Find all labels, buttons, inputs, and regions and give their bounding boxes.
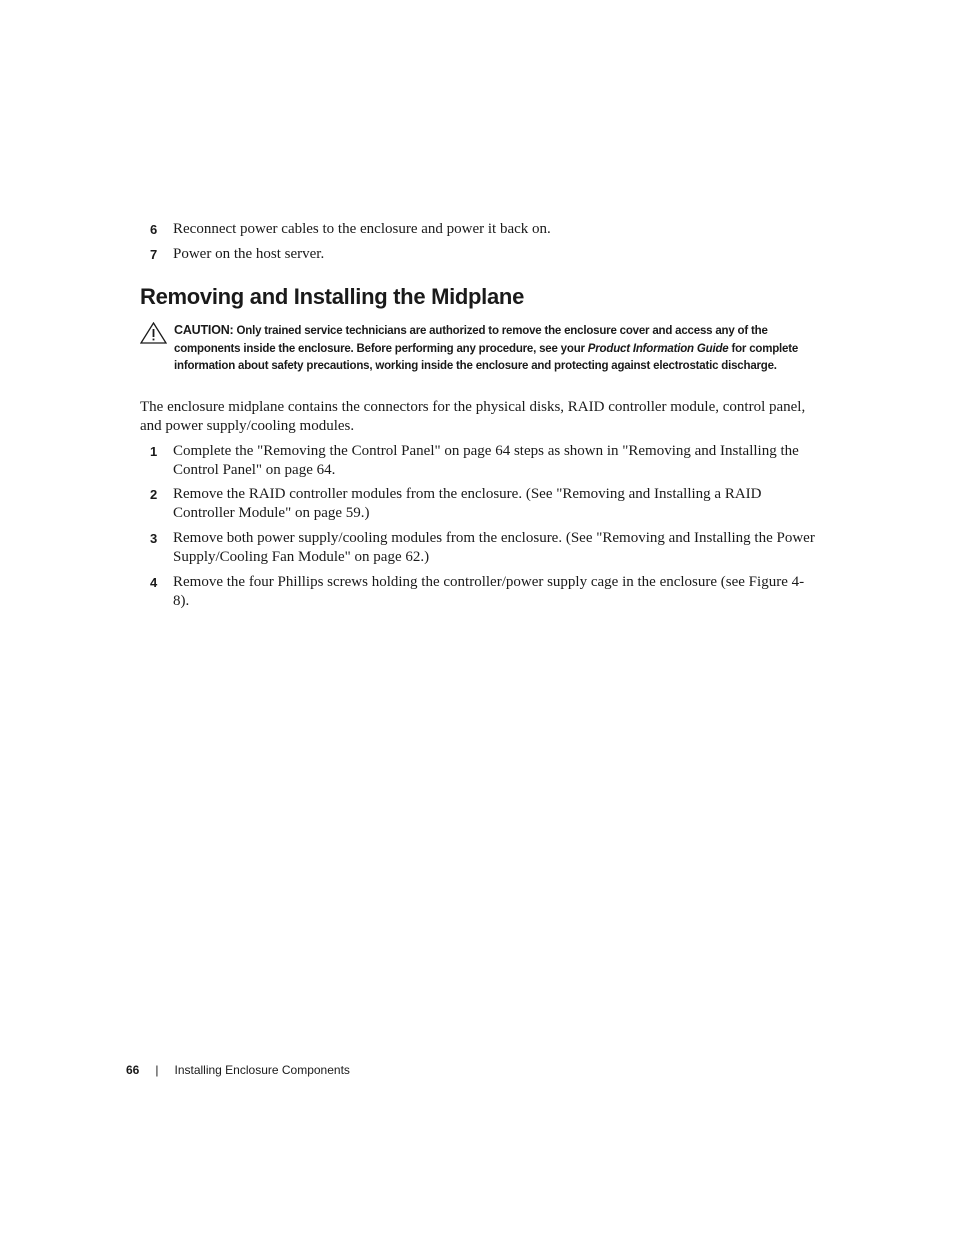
caution-text [174, 322, 820, 376]
step-2 [150, 485, 820, 523]
step-text: Power on the host server. [173, 246, 325, 262]
page-number: 66 [126, 1063, 140, 1077]
intro-paragraph: The enclosure midplane contains the connectors for the physical disks, RAID controller module, control panel, and power supply/cooling modules. [140, 399, 806, 434]
section-heading: Removing and Installing the Midplane [140, 284, 525, 309]
caution-label: CAUTION: [174, 323, 234, 337]
step-number: 2 [150, 487, 158, 502]
page-footer [126, 1062, 350, 1078]
step-text: Remove both power supply/cooling modules from the enclosure. (See "Removing and Installing the Power Supply/Cooling Fan Module" on page 62.) [173, 530, 815, 565]
footer-section-title: Installing Enclosure Components [174, 1063, 350, 1077]
step-4 [150, 573, 820, 611]
step-number: 3 [150, 531, 158, 546]
step-number: 4 [150, 575, 158, 590]
step-number: 7 [150, 247, 158, 262]
step-text: Complete the "Removing the Control Panel" on page 64 steps as shown in "Removing and Installing the Control Panel" on page 64. [173, 443, 799, 478]
footer-separator: | [155, 1063, 159, 1077]
step-text: Reconnect power cables to the enclosure and power it back on. [173, 221, 551, 237]
guide-title: Product Information Guide [587, 342, 729, 355]
step-6 [150, 220, 820, 239]
step-1 [150, 442, 820, 480]
warning-triangle-icon [140, 322, 167, 344]
step-3 [150, 529, 820, 567]
step-7 [150, 245, 820, 264]
step-number: 6 [150, 222, 158, 237]
caution-body-end: for complete information about safety precautions, working inside the enclosure and protecting against electrostatic discharge. [174, 342, 799, 372]
step-number: 1 [150, 444, 158, 459]
caution-note [140, 322, 820, 376]
caution-body: Only trained service technicians are authorized to remove the enclosure cover and access any of the components inside the enclosure. Before performing any procedure, see your [174, 325, 768, 355]
step-text: Remove the RAID controller modules from the enclosure. (See "Removing and Installing a RAID Controller Module" on page 59.) [173, 486, 762, 521]
step-text: Remove the four Phillips screws holding the controller/power supply cage in the enclosure (see Figure 4-8). [173, 574, 805, 609]
